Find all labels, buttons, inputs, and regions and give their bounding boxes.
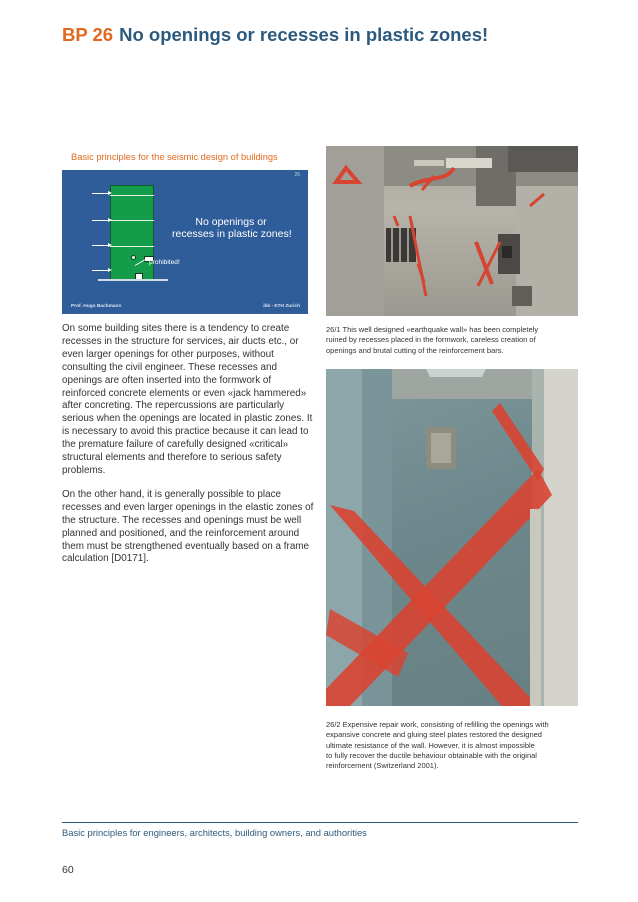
photo-damaged-wall	[326, 146, 578, 316]
page-number: 60	[62, 864, 74, 876]
slide-footer-institution: ibk - ETH Zurich	[263, 304, 300, 309]
caption-line: expansive concrete and gluing steel plates restored the designed	[326, 730, 542, 740]
caption-line: ruined by recesses placed in the formwork, careless creation of	[326, 335, 536, 345]
caption-line: openings and brutal cutting of the reinforcement bars.	[326, 345, 504, 355]
principle-code: BP 26	[62, 24, 114, 45]
load-arrow-icon	[92, 245, 109, 246]
prohibited-label: prohibited!	[149, 259, 180, 266]
caption-line: ultimate resistance of the wall. However, it is almost impossible	[326, 740, 535, 750]
building-wall-diagram	[110, 185, 154, 281]
caption-line: to fully recover the ductile behaviour obtainable with the original	[326, 750, 537, 760]
floor-line	[110, 220, 154, 221]
caption-line: 26/1 This well designed «earthquake wall» has been completely	[326, 325, 539, 334]
caption-line: reinforcement (Switzerland 2001).	[326, 761, 439, 771]
load-arrow-icon	[92, 270, 109, 271]
load-arrow-icon	[92, 220, 109, 221]
body-paragraph: On the other hand, it is generally possible to place recesses and even larger openings in the elastic zones of the structure. The recesses and openings must be well planned and positioned, and the reinforcement around them must be strengthened eventually based on a frame calculation [D0171].	[62, 488, 314, 565]
footer-text: Basic principles for engineers, architects, building owners, and authorities	[62, 827, 367, 838]
body-text	[62, 323, 314, 577]
slide-main-line: recesses in plastic zones!	[172, 228, 292, 240]
photo-1-caption	[326, 325, 578, 356]
slide-number: 26	[294, 172, 300, 178]
footer-divider	[62, 822, 578, 823]
ground-line	[98, 279, 168, 281]
principle-title: No openings or recesses in plastic zones!	[119, 24, 489, 45]
photo-damaged-wall-image	[326, 146, 578, 316]
wall-opening	[131, 255, 136, 260]
caption-line: 26/2 Expensive repair work, consisting of refilling the openings with	[326, 720, 549, 729]
slide-main-text	[172, 216, 290, 240]
slide-figure	[62, 146, 308, 314]
page-title	[62, 24, 622, 46]
photo-repaired-wall-image	[326, 369, 578, 706]
slide-header	[62, 146, 308, 170]
body-paragraph: On some building sites there is a tendency to create recesses in the structure for services, air ducts etc., or even larger openings for other purposes, without consulting the civil engineer. These recesses and openings are often inserted into the formwork of reinforced concrete elements or even «jack hammered» after concreting. The repercussions are particularly serious when the openings are located in plastic zones. It is necessary to avoid this practice because it can lead to the premature failure of carefully designed «critical» structural elements and therefore to serious safety problems.	[62, 323, 313, 476]
floor-line	[110, 246, 154, 247]
slide-footer-author: Prof. Hugo Bachmann	[71, 304, 122, 309]
slide-main-line: No openings or	[195, 216, 267, 228]
photo-repaired-wall	[326, 369, 578, 706]
photo-2-caption	[326, 720, 578, 771]
slide-header-text: Basic principles for the seismic design of buildings	[71, 152, 278, 162]
floor-line	[110, 195, 154, 196]
load-arrow-icon	[92, 193, 109, 194]
